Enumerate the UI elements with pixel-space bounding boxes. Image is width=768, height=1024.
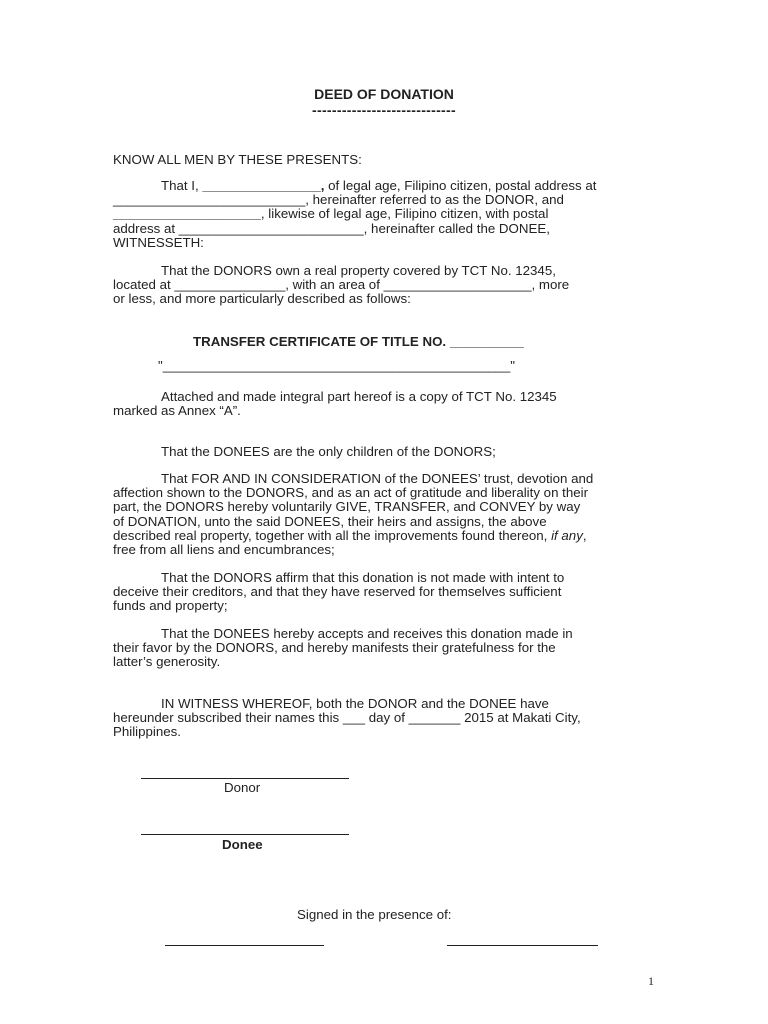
donee-label: Donee <box>222 837 263 852</box>
donor-signature-line <box>141 778 349 779</box>
party-intro-line-3-rest: , likewise of legal age, Filipino citizen, with postal <box>260 206 549 222</box>
donee-signature-line <box>141 834 349 835</box>
annex-line-2: marked as Annex “A”. <box>113 403 241 419</box>
consideration-line-1: That FOR AND IN CONSIDERATION of the DONEES’ trust, devotion and <box>161 471 594 486</box>
consideration-line-5-lead: described real property, together with all the improvements found thereon, <box>113 527 552 543</box>
affirm-paragraph <box>113 571 655 614</box>
witness-line-3: Philippines. <box>113 724 182 740</box>
acceptance-line-3: latter’s generosity. <box>113 654 221 670</box>
tct-description-blank: "_______________________________________________" <box>158 358 516 373</box>
document-title: DEED OF DONATION <box>314 86 454 102</box>
tct-heading: TRANSFER CERTIFICATE OF TITLE NO. __________ <box>193 334 524 349</box>
consideration-line-5-tail: , <box>582 527 587 543</box>
party-intro-line-5: WITNESSETH: <box>113 234 204 250</box>
annex-line-1: Attached and made integral part hereof is a copy of TCT No. 12345 <box>161 389 557 404</box>
consideration-line-4: of DONATION, unto the said DONEES, their heirs and assigns, the above <box>113 513 547 529</box>
witness-1-signature-line <box>165 945 324 946</box>
property-line-3: or less, and more particularly described as follows: <box>113 291 411 307</box>
witness-line-1: IN WITNESS WHEREOF, both the DONOR and the DONEE have <box>161 696 549 711</box>
acceptance-line-1: That the DONEES hereby accepts and receives this donation made in <box>161 626 573 641</box>
acceptance-paragraph <box>113 627 655 670</box>
affirm-line-2: deceive their creditors, and that they have reserved for themselves sufficient <box>113 584 562 600</box>
consideration-paragraph <box>113 472 655 557</box>
donee-name-blank: ____________________ <box>113 206 261 222</box>
consideration-line-6: free from all liens and encumbrances; <box>113 542 335 558</box>
if-any-italic: if any <box>551 527 583 543</box>
party-intro-paragraph <box>113 179 655 250</box>
witness-paragraph <box>113 697 655 740</box>
property-line-1: That the DONORS own a real property covered by TCT No. 12345, <box>161 263 556 278</box>
children-paragraph: That the DONEES are the only children of the DONORS; <box>161 444 496 459</box>
donor-name-blank: ________________, <box>202 178 325 193</box>
consideration-line-3: part, the DONORS hereby voluntarily GIVE, TRANSFER, and CONVEY by way <box>113 499 581 515</box>
witness-line-2: hereunder subscribed their names this ___ day of _______ 2015 at Makati City, <box>113 710 581 726</box>
property-paragraph <box>113 264 655 307</box>
consideration-line-5 <box>113 529 655 543</box>
party-intro-line-3 <box>113 207 655 221</box>
consideration-line-2: affection shown to the DONORS, and as an act of gratitude and liberality on their <box>113 485 589 501</box>
donor-label: Donor <box>224 780 261 795</box>
party-intro-rest: of legal age, Filipino citizen, postal address at <box>324 178 597 193</box>
party-intro-line-4: address at _________________________, hereinafter called the DONEE, <box>113 220 550 236</box>
party-intro-line-1 <box>113 179 655 193</box>
witness-caption: Signed in the presence of: <box>297 907 452 922</box>
annex-paragraph <box>113 390 655 418</box>
witness-2-signature-line <box>447 945 598 946</box>
acceptance-line-2: their favor by the DONORS, and hereby manifests their gratefulness for the <box>113 640 556 656</box>
property-line-2: located at _______________, with an area of ____________________, more <box>113 277 570 293</box>
affirm-line-3: funds and property; <box>113 598 228 614</box>
page-number: 1 <box>648 974 654 988</box>
opening-line: KNOW ALL MEN BY THESE PRESENTS: <box>113 152 362 167</box>
affirm-line-1: That the DONORS affirm that this donation is not made with intent to <box>161 570 565 585</box>
party-intro-lead: That I, <box>161 178 203 193</box>
party-intro-line-2: __________________________, hereinafter referred to as the DONOR, and <box>113 192 564 208</box>
title-underline: ----------------------------- <box>312 102 456 118</box>
